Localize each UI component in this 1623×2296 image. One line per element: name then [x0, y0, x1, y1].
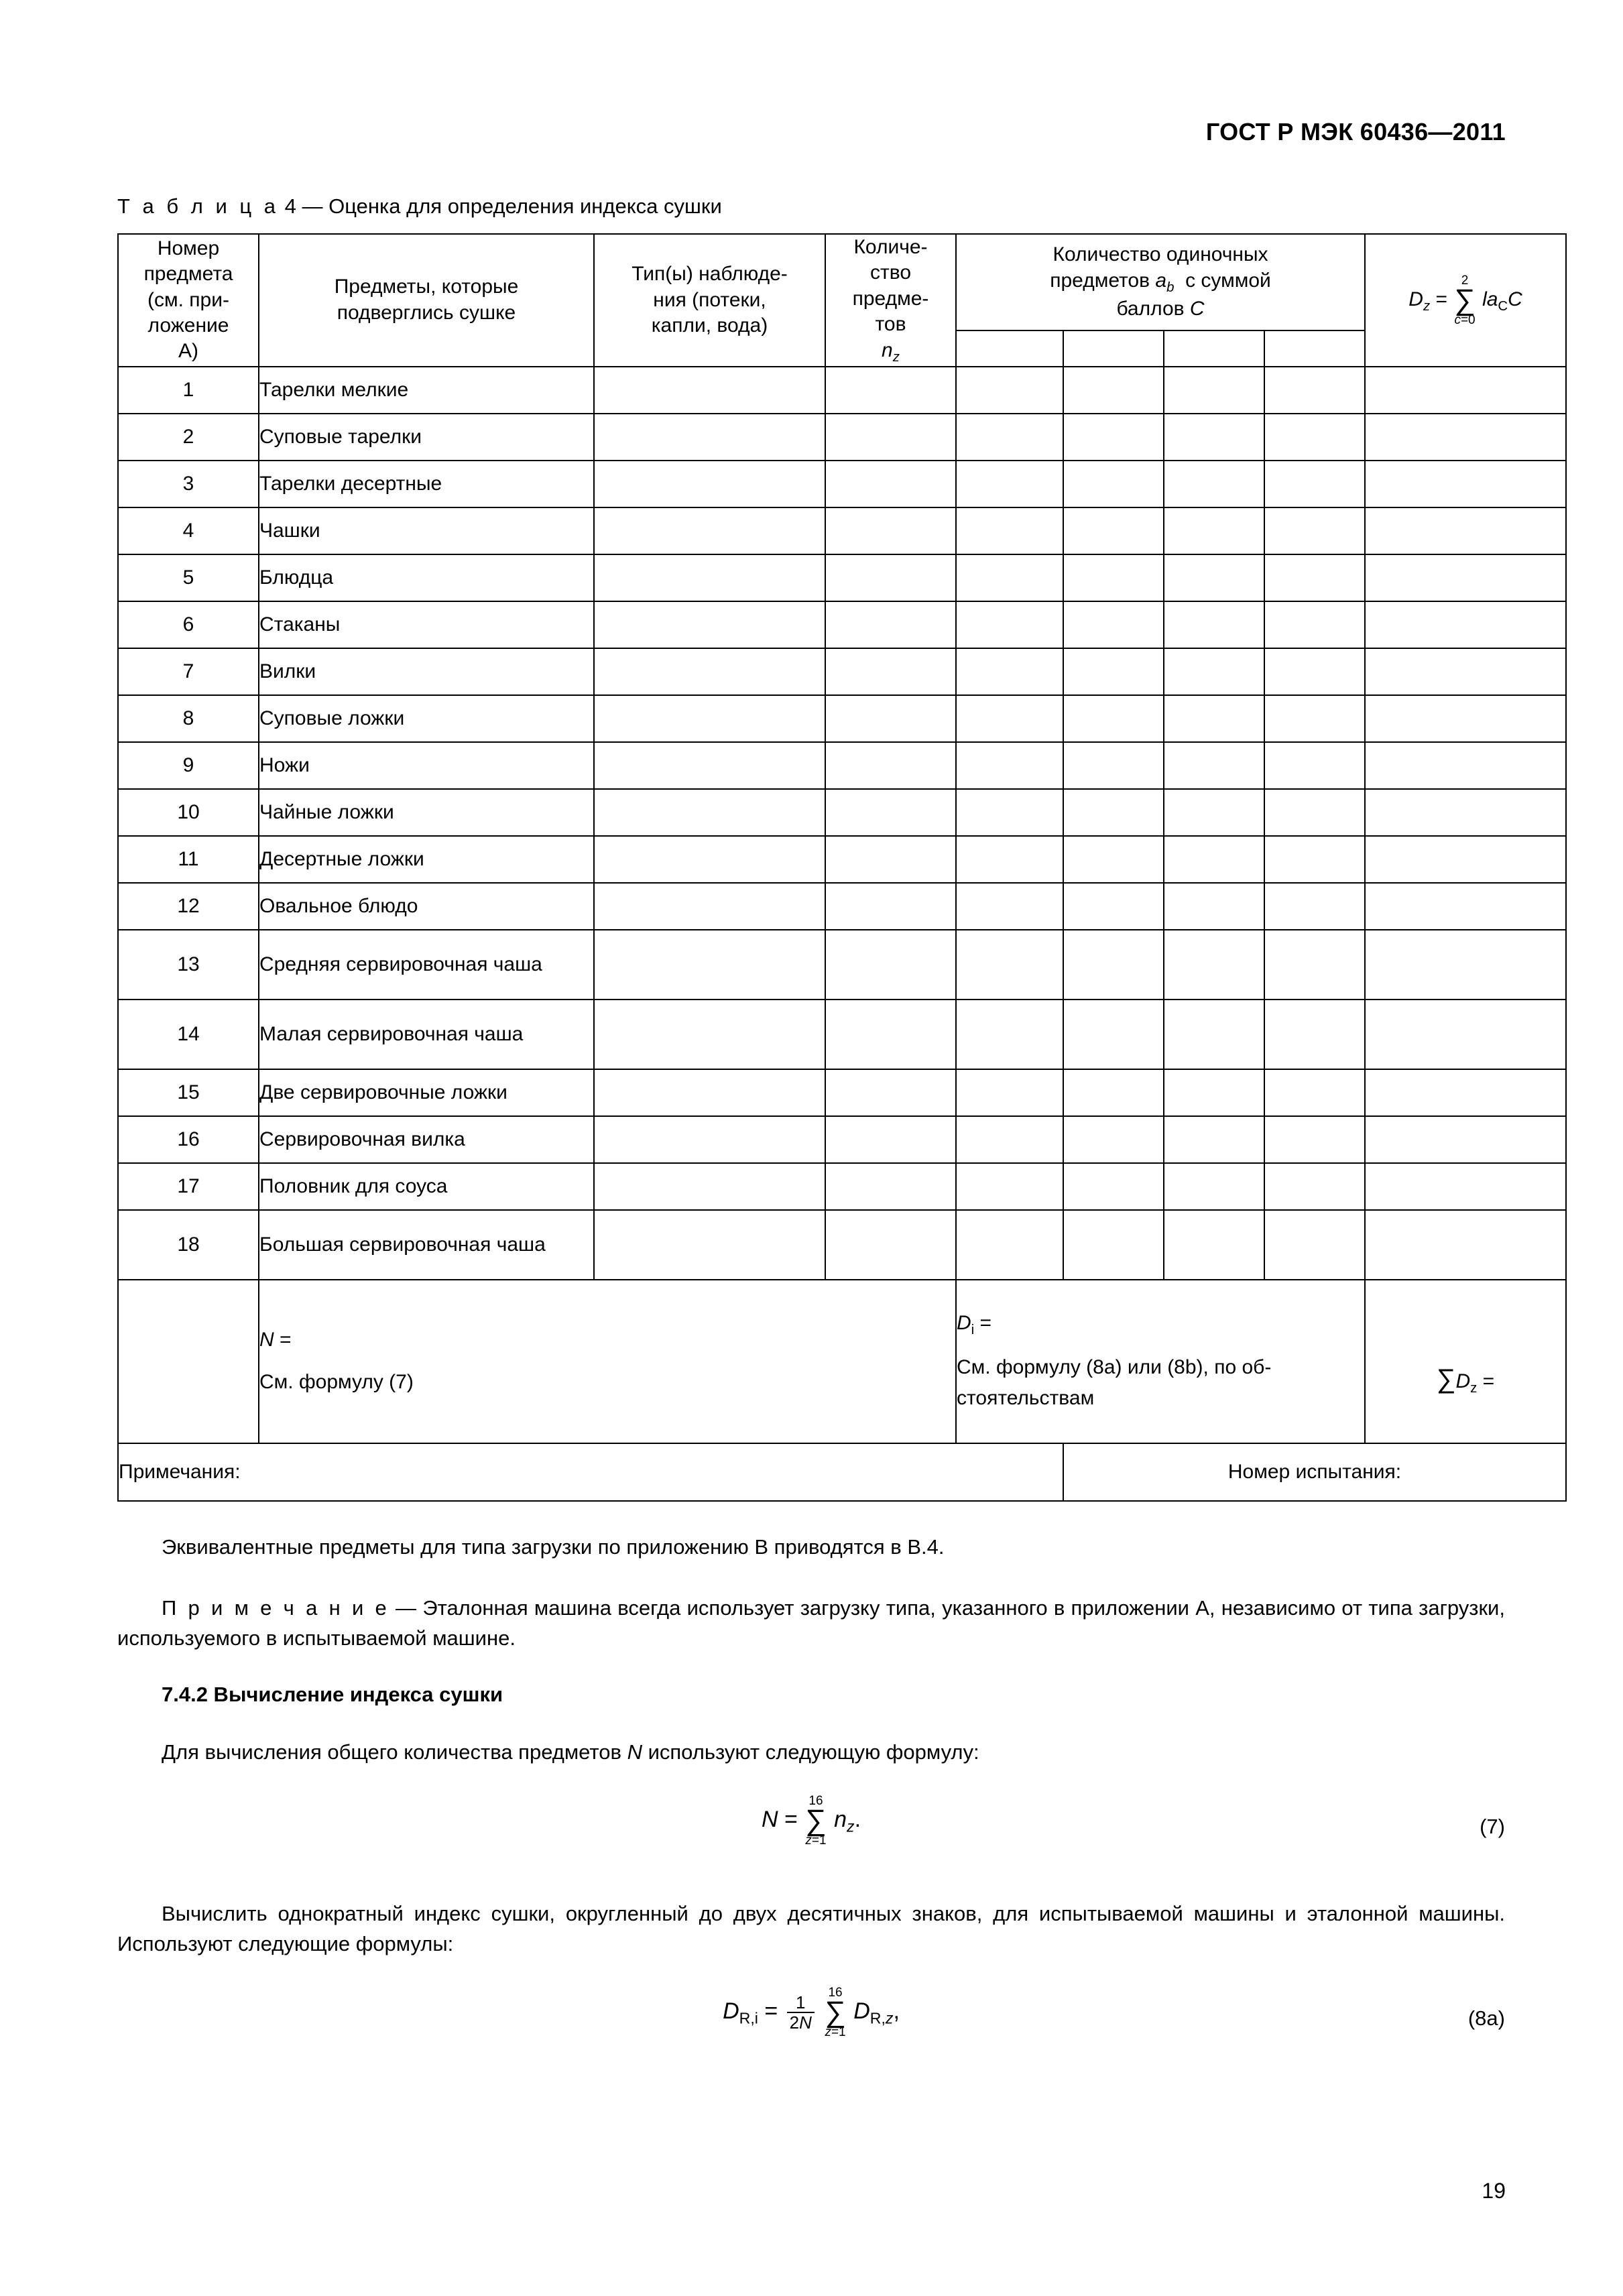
row-observation-type[interactable]: [594, 601, 825, 648]
summary-di-cell[interactable]: [956, 1280, 1365, 1443]
row-score-2[interactable]: [1063, 1163, 1164, 1210]
row-observation-type[interactable]: [594, 414, 825, 461]
summary-n-eq: =: [274, 1329, 292, 1351]
table-footer-row: [118, 1443, 1566, 1501]
row-score-2[interactable]: [1063, 601, 1164, 648]
row-quantity[interactable]: [825, 930, 956, 1000]
row-item-number: 3: [118, 461, 259, 507]
table-row: [118, 601, 1566, 648]
row-quantity[interactable]: [825, 1116, 956, 1163]
section-heading-7-4-2: 7.4.2 Вычисление индекса сушки: [162, 1683, 503, 1707]
table-row: [118, 1116, 1566, 1163]
row-dz[interactable]: [1365, 648, 1566, 695]
row-quantity[interactable]: [825, 1210, 956, 1280]
row-item-name: Стаканы: [259, 601, 594, 648]
row-score-1[interactable]: [956, 789, 1063, 836]
table-caption: [117, 194, 1505, 219]
row-score-4[interactable]: [1264, 461, 1365, 507]
row-item-number: 9: [118, 742, 259, 789]
row-item-name: Ножи: [259, 742, 594, 789]
table-row: [118, 554, 1566, 601]
row-score-1[interactable]: [956, 1210, 1063, 1280]
row-score-1[interactable]: [956, 1116, 1063, 1163]
row-score-2[interactable]: [1063, 789, 1164, 836]
row-score-3[interactable]: [1164, 883, 1264, 930]
row-item-name: Две сервировочные ложки: [259, 1069, 594, 1116]
table-row: [118, 742, 1566, 789]
table-row: [118, 367, 1566, 414]
row-score-1[interactable]: [956, 414, 1063, 461]
formula-8a-block: [117, 1986, 1505, 2060]
table-header-row: [118, 234, 1566, 330]
row-score-2[interactable]: [1063, 930, 1164, 1000]
row-item-name: Суповые ложки: [259, 695, 594, 742]
row-item-number: 10: [118, 789, 259, 836]
row-dz[interactable]: [1365, 742, 1566, 789]
row-dz[interactable]: [1365, 1116, 1566, 1163]
row-score-4[interactable]: [1264, 554, 1365, 601]
table-row: [118, 1000, 1566, 1069]
row-dz[interactable]: [1365, 367, 1566, 414]
row-score-2[interactable]: [1063, 507, 1164, 554]
row-quantity[interactable]: [825, 1000, 956, 1069]
row-dz[interactable]: [1365, 836, 1566, 883]
column-header-score-3: [1164, 330, 1264, 367]
column-header-items: Предметы, которые подверглись сушке: [259, 234, 594, 367]
row-score-1[interactable]: [956, 1000, 1063, 1069]
row-item-number: 11: [118, 836, 259, 883]
table-caption-number: 4: [284, 194, 296, 218]
row-quantity[interactable]: [825, 601, 956, 648]
summary-sum-dz-sub: z: [1470, 1380, 1478, 1396]
paragraph-total-items: [117, 1738, 1505, 1768]
note-dash: —: [396, 1595, 417, 1620]
row-quantity[interactable]: [825, 742, 956, 789]
row-dz[interactable]: [1365, 930, 1566, 1000]
row-score-4[interactable]: [1264, 507, 1365, 554]
row-score-3[interactable]: [1164, 1000, 1264, 1069]
row-dz[interactable]: [1365, 1163, 1566, 1210]
row-observation-type[interactable]: [594, 742, 825, 789]
row-score-2[interactable]: [1063, 461, 1164, 507]
row-score-4[interactable]: [1264, 1069, 1365, 1116]
column-header-observation-type: Тип(ы) наблюде- ния (потеки, капли, вода): [594, 234, 825, 367]
row-score-3[interactable]: [1164, 1069, 1264, 1116]
row-observation-type[interactable]: [594, 836, 825, 883]
summary-di-label: D: [957, 1312, 971, 1335]
row-quantity[interactable]: [825, 461, 956, 507]
row-score-3[interactable]: [1164, 648, 1264, 695]
table-row: [118, 789, 1566, 836]
row-score-1[interactable]: [956, 930, 1063, 1000]
page-number: 19: [1482, 2179, 1506, 2203]
column-header-score-4: [1264, 330, 1365, 367]
row-observation-type[interactable]: [594, 1210, 825, 1280]
table-summary-row: [118, 1280, 1566, 1443]
row-item-name: Половник для соуса: [259, 1163, 594, 1210]
row-score-4[interactable]: [1264, 601, 1365, 648]
summary-n-value: См. формулу (7): [259, 1370, 414, 1393]
row-item-name: Вилки: [259, 648, 594, 695]
summary-di-value: См. формулу (8a) или (8b), по об- стоятельствам: [957, 1355, 1272, 1410]
footer-test-number-cell[interactable]: Номер испытания:: [1063, 1443, 1566, 1501]
row-score-2[interactable]: [1063, 883, 1164, 930]
row-score-4[interactable]: [1264, 742, 1365, 789]
row-item-number: 15: [118, 1069, 259, 1116]
row-score-4[interactable]: [1264, 1000, 1365, 1069]
row-score-3[interactable]: [1164, 554, 1264, 601]
row-item-number: 7: [118, 648, 259, 695]
summary-sum-dz-cell[interactable]: [1365, 1280, 1566, 1443]
row-score-3[interactable]: [1164, 601, 1264, 648]
formula-8a-number: (8a): [1467, 2006, 1505, 2031]
formula-7: N = 16 ∑ z=1 $n_z$.: [761, 1794, 861, 1848]
row-item-name: Сервировочная вилка: [259, 1116, 594, 1163]
row-score-3[interactable]: [1164, 461, 1264, 507]
row-item-name: Суповые тарелки: [259, 414, 594, 461]
row-dz[interactable]: [1365, 461, 1566, 507]
row-observation-type[interactable]: [594, 1000, 825, 1069]
row-dz[interactable]: [1365, 695, 1566, 742]
row-score-3[interactable]: [1164, 742, 1264, 789]
row-score-1[interactable]: [956, 1163, 1063, 1210]
row-observation-type[interactable]: [594, 1163, 825, 1210]
row-item-number: 1: [118, 367, 259, 414]
row-item-number: 17: [118, 1163, 259, 1210]
paragraph-equivalent-items: Эквивалентные предметы для типа загрузки по приложению B приводятся в B.4.: [162, 1534, 945, 1559]
table-row: [118, 1069, 1566, 1116]
paragraph-total-items-part1: Для вычисления общего количества предметов: [162, 1740, 627, 1764]
row-score-4[interactable]: [1264, 367, 1365, 414]
row-score-3[interactable]: [1164, 930, 1264, 1000]
paragraph-total-items-symbol: N: [627, 1740, 642, 1764]
table-row: [118, 930, 1566, 1000]
row-item-number: 13: [118, 930, 259, 1000]
row-observation-type[interactable]: [594, 695, 825, 742]
row-observation-type[interactable]: [594, 883, 825, 930]
row-quantity[interactable]: [825, 414, 956, 461]
row-dz[interactable]: [1365, 1210, 1566, 1280]
row-item-number: 12: [118, 883, 259, 930]
table-row: [118, 507, 1566, 554]
row-observation-type[interactable]: [594, 789, 825, 836]
table-row: [118, 648, 1566, 695]
row-score-2[interactable]: [1063, 554, 1164, 601]
page-content: [117, 194, 1522, 2060]
row-score-1[interactable]: [956, 554, 1063, 601]
row-score-4[interactable]: [1264, 836, 1365, 883]
row-score-4[interactable]: [1264, 1163, 1365, 1210]
table-caption-prefix: Т а б л и ц а: [117, 194, 280, 218]
summary-n-cell[interactable]: [259, 1280, 956, 1443]
row-item-number: 4: [118, 507, 259, 554]
column-header-quantity: Количе- ство предме- тов $n_z$: [825, 234, 956, 367]
table-row: [118, 1210, 1566, 1280]
row-item-name: Десертные ложки: [259, 836, 594, 883]
table-row: [118, 695, 1566, 742]
row-observation-type[interactable]: [594, 1116, 825, 1163]
row-quantity[interactable]: [825, 367, 956, 414]
table-row: [118, 883, 1566, 930]
paragraph-note: [117, 1593, 1505, 1654]
column-header-item-number: Номер предмета (см. при- ложение А): [118, 234, 259, 367]
summary-empty-cell: [118, 1280, 259, 1443]
row-score-3[interactable]: [1164, 789, 1264, 836]
note-label: П р и м е ч а н и е: [162, 1595, 389, 1620]
page-header: ГОСТ Р МЭК 60436—2011: [1205, 118, 1506, 145]
table-row: [118, 461, 1566, 507]
row-quantity[interactable]: [825, 648, 956, 695]
row-dz[interactable]: [1365, 554, 1566, 601]
row-score-4[interactable]: [1264, 930, 1365, 1000]
row-score-1[interactable]: [956, 742, 1063, 789]
row-score-2[interactable]: [1063, 1116, 1164, 1163]
table-row: [118, 414, 1566, 461]
row-score-3[interactable]: [1164, 1116, 1264, 1163]
row-dz[interactable]: [1365, 601, 1566, 648]
row-score-4[interactable]: [1264, 789, 1365, 836]
summary-sum-dz-label: D: [1455, 1370, 1471, 1392]
formula-8a: $D_{R,i}$ = $\frac{1}{2N}$ 16 ∑ z=1 $D_{R,z}$,: [723, 1986, 900, 2039]
row-item-name: Большая сервировочная чаша: [259, 1210, 594, 1280]
row-item-name: Тарелки десертные: [259, 461, 594, 507]
row-score-2[interactable]: [1063, 1210, 1164, 1280]
row-score-1[interactable]: [956, 461, 1063, 507]
formula-7-block: [117, 1795, 1505, 1868]
row-item-number: 5: [118, 554, 259, 601]
row-observation-type[interactable]: [594, 930, 825, 1000]
row-score-1[interactable]: [956, 1069, 1063, 1116]
row-observation-type[interactable]: [594, 554, 825, 601]
row-score-2[interactable]: [1063, 836, 1164, 883]
row-observation-type[interactable]: [594, 507, 825, 554]
row-score-1[interactable]: [956, 883, 1063, 930]
row-dz[interactable]: [1365, 789, 1566, 836]
row-score-2[interactable]: [1063, 742, 1164, 789]
row-score-1[interactable]: [956, 695, 1063, 742]
row-item-name: Тарелки мелкие: [259, 367, 594, 414]
row-quantity[interactable]: [825, 1163, 956, 1210]
row-dz[interactable]: [1365, 507, 1566, 554]
column-header-single-items: Количество одиночных предметов $a_b$ с суммой баллов C: [956, 234, 1365, 330]
row-score-3[interactable]: [1164, 367, 1264, 414]
summary-sum-dz-eq: =: [1477, 1370, 1495, 1392]
row-dz[interactable]: [1365, 1000, 1566, 1069]
row-item-name: Блюдца: [259, 554, 594, 601]
row-score-4[interactable]: [1264, 695, 1365, 742]
row-quantity[interactable]: [825, 1069, 956, 1116]
row-dz[interactable]: [1365, 883, 1566, 930]
row-item-name: Овальное блюдо: [259, 883, 594, 930]
row-observation-type[interactable]: [594, 367, 825, 414]
row-observation-type[interactable]: [594, 461, 825, 507]
row-quantity[interactable]: [825, 883, 956, 930]
row-score-3[interactable]: [1164, 695, 1264, 742]
row-item-number: 6: [118, 601, 259, 648]
paragraph-total-items-part2: используют следующую формулу:: [642, 1740, 979, 1764]
row-score-2[interactable]: [1063, 695, 1164, 742]
row-quantity[interactable]: [825, 554, 956, 601]
row-observation-type[interactable]: [594, 648, 825, 695]
drying-index-table: [117, 233, 1567, 1502]
row-dz[interactable]: [1365, 1069, 1566, 1116]
row-score-2[interactable]: [1063, 1069, 1164, 1116]
summary-di-eq: =: [974, 1312, 992, 1335]
summary-n-label: N: [259, 1329, 274, 1351]
row-item-number: 8: [118, 695, 259, 742]
row-quantity[interactable]: [825, 507, 956, 554]
row-item-name: Чайные ложки: [259, 789, 594, 836]
row-score-4[interactable]: [1264, 1116, 1365, 1163]
row-score-4[interactable]: [1264, 648, 1365, 695]
row-score-2[interactable]: [1063, 648, 1164, 695]
row-score-2[interactable]: [1063, 367, 1164, 414]
row-score-2[interactable]: [1063, 414, 1164, 461]
row-item-name: Чашки: [259, 507, 594, 554]
table-row: [118, 836, 1566, 883]
table-body: [118, 367, 1566, 1501]
table-caption-dash: —: [302, 194, 323, 218]
row-score-4[interactable]: [1264, 883, 1365, 930]
row-score-2[interactable]: [1063, 1000, 1164, 1069]
note-text: Эталонная машина всегда использует загрузку типа, указанного в приложении А, независимо от типа загрузки, используемого в испытываемой машине.: [117, 1595, 1505, 1650]
table-row: [118, 1163, 1566, 1210]
row-item-number: 16: [118, 1116, 259, 1163]
row-score-1[interactable]: [956, 648, 1063, 695]
paragraph-single-drying-index: Вычислить однократный индекс сушки, округленный до двух десятичных знаков, для испытываемой машины и эталонной машины. Используют следующие формулы:: [117, 1902, 1505, 1956]
column-header-score-2: [1063, 330, 1164, 367]
row-score-4[interactable]: [1264, 414, 1365, 461]
formula-7-number: (7): [1480, 1815, 1505, 1839]
row-score-3[interactable]: [1164, 1210, 1264, 1280]
row-item-number: 18: [118, 1210, 259, 1280]
row-score-1[interactable]: [956, 836, 1063, 883]
column-header-dz: $D_z$ = 2 ∑ c=0 $la_CC$: [1365, 234, 1566, 367]
row-score-3[interactable]: [1164, 1163, 1264, 1210]
row-quantity[interactable]: [825, 789, 956, 836]
row-item-name: Средняя сервировочная чаша: [259, 930, 594, 1000]
row-score-3[interactable]: [1164, 414, 1264, 461]
sigma-icon: ∑: [1436, 1364, 1456, 1394]
row-score-3[interactable]: [1164, 507, 1264, 554]
row-observation-type[interactable]: [594, 1069, 825, 1116]
footer-notes-cell[interactable]: Примечания:: [118, 1443, 1063, 1501]
row-quantity[interactable]: [825, 836, 956, 883]
row-item-number: 2: [118, 414, 259, 461]
row-score-1[interactable]: [956, 601, 1063, 648]
summary-di-sub: i: [971, 1323, 975, 1338]
row-score-4[interactable]: [1264, 1210, 1365, 1280]
column-header-score-1: [956, 330, 1063, 367]
row-score-1[interactable]: [956, 507, 1063, 554]
row-item-name: Малая сервировочная чаша: [259, 1000, 594, 1069]
row-dz[interactable]: [1365, 414, 1566, 461]
row-score-1[interactable]: [956, 367, 1063, 414]
row-score-3[interactable]: [1164, 836, 1264, 883]
row-quantity[interactable]: [825, 695, 956, 742]
table-caption-text: Оценка для определения индекса сушки: [328, 194, 722, 218]
row-item-number: 14: [118, 1000, 259, 1069]
